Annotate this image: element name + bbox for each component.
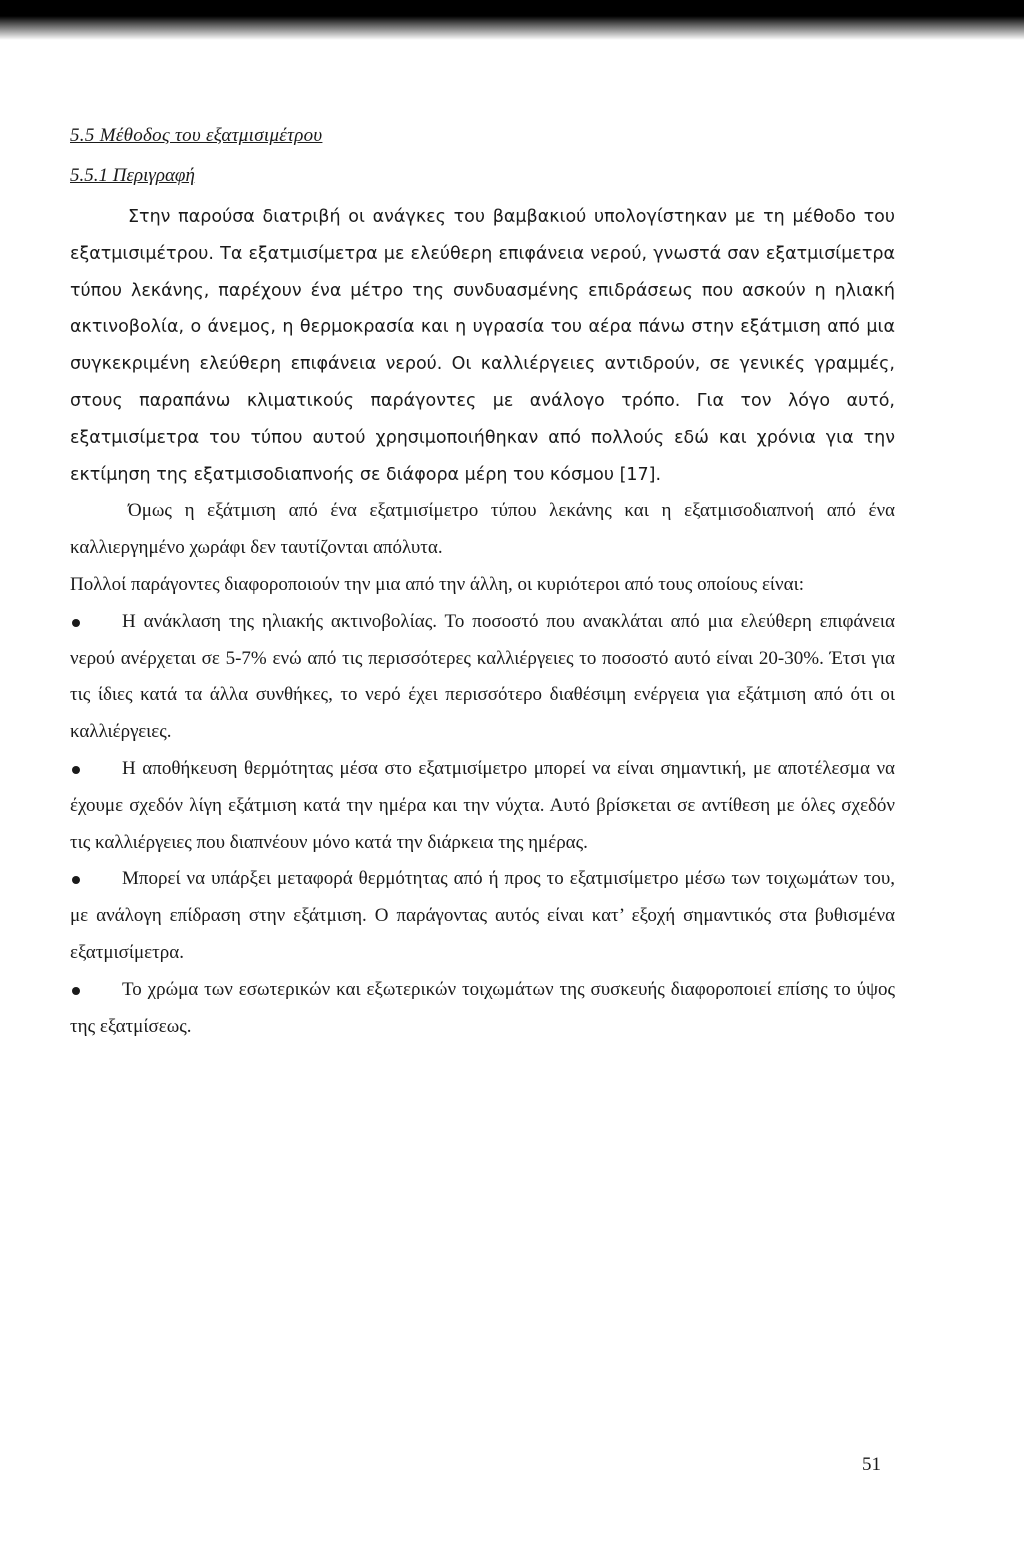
bullet-icon	[72, 766, 80, 774]
scan-top-edge	[0, 0, 1024, 40]
paragraph-factors: Πολλοί παράγοντες διαφοροποιούν την μια από την άλλη, οι κυριότεροι από τους οποίους είναι:	[70, 573, 804, 595]
bullet-icon	[72, 987, 80, 995]
page-number: 51	[862, 1454, 881, 1475]
bullet-icon	[72, 619, 80, 627]
bullet-item	[70, 604, 895, 751]
bullet-text: Το χρώμα των εσωτερικών και εξωτερικών τοιχωμάτων της συσκευής διαφοροποιεί επίσης το ύψος της εξατμίσεως.	[70, 978, 895, 1037]
bullet-item	[70, 972, 895, 1046]
bullet-text: Η ανάκλαση της ηλιακής ακτινοβολίας. Το ποσοστό που ανακλάται από μια ελεύθερη επιφάνεια νερού ανέρχεται σε 5-7% ενώ από τις περισσότερες καλλιέργειες το ποσοστό αυτό είναι 20-30%. Έτσι για τις ίδιες κατά τα άλλα συνθήκες, το νερό έχει περισσότερο διαθέσιμη ενέργεια για εξάτμιση από ότι οι καλλιέργειες.	[70, 610, 895, 743]
bullet-text: Μπορεί να υπάρξει μεταφορά θερμότητας από ή προς το εξατμισίμετρο μέσω των τοιχωμάτων του, με ανάλογη επίδραση στην εξάτμιση. Ο παράγοντας αυτός είναι κατ’ εξοχή σημαντικός στα βυθισμένα εξατμισίμετρα.	[70, 868, 895, 963]
section-title: 5.5 Μέθοδος του εξατμισιμέτρου	[70, 125, 323, 146]
bullet-text: Η αποθήκευση θερμότητας μέσα στο εξατμισίμετρο μπορεί να είναι σημαντική, με αποτέλεσμα να έχουμε σχεδόν λίγη εξάτμιση κατά την ημέρα και την νύχτα. Αυτό βρίσκεται σε αντίθεση με όλες σχεδόν τις καλλιέργειες που διαπνέουν μόνο κατά την διάρκεια της ημέρας.	[70, 757, 895, 853]
paragraph-difference: Όμως η εξάτμιση από ένα εξατμισίμετρο τύπου λεκάνης και η εξατμισοδιαπνοή από ένα καλλιεργημένο χωράφι δεν ταυτίζονται απόλυτα.	[70, 500, 895, 559]
bullet-item	[70, 861, 895, 971]
body-text	[70, 125, 895, 1045]
subsection-title: 5.5.1 Περιγραφή	[70, 165, 195, 186]
paragraph-intro: Στην παρούσα διατριβή οι ανάγκες του βαμβακιού υπολογίστηκαν με τη μέθοδο του εξατμισιμέτρου. Τα εξατμισίμετρα με ελεύθερη επιφάνεια νερού, γνωστά σαν εξατμισίμετρα τύπου λεκάνης, παρέχουν ένα μέτρο της συνδυασμένης επιδράσεως που ασκούν η ηλιακή ακτινοβολία, ο άνεμος, η θερμοκρασία και η υγρασία του αέρα πάνω στην εξάτμιση από μια συγκεκριμένη ελεύθερη επιφάνεια νερού. Οι καλλιέργειες αντιδρούν, σε γενικές γραμμές, στους παραπάνω κλιματικούς παράγοντες με ανάλογο τρόπο. Για τον λόγο αυτό, εξατμισίμετρα του τύπου αυτού χρησιμοποιήθηκαν από πολλούς εδώ και χρόνια για την εκτίμηση της εξατμισοδιαπνοής σε διάφορα μέρη του κόσμου [17].	[70, 207, 895, 485]
bullet-item	[70, 751, 895, 861]
